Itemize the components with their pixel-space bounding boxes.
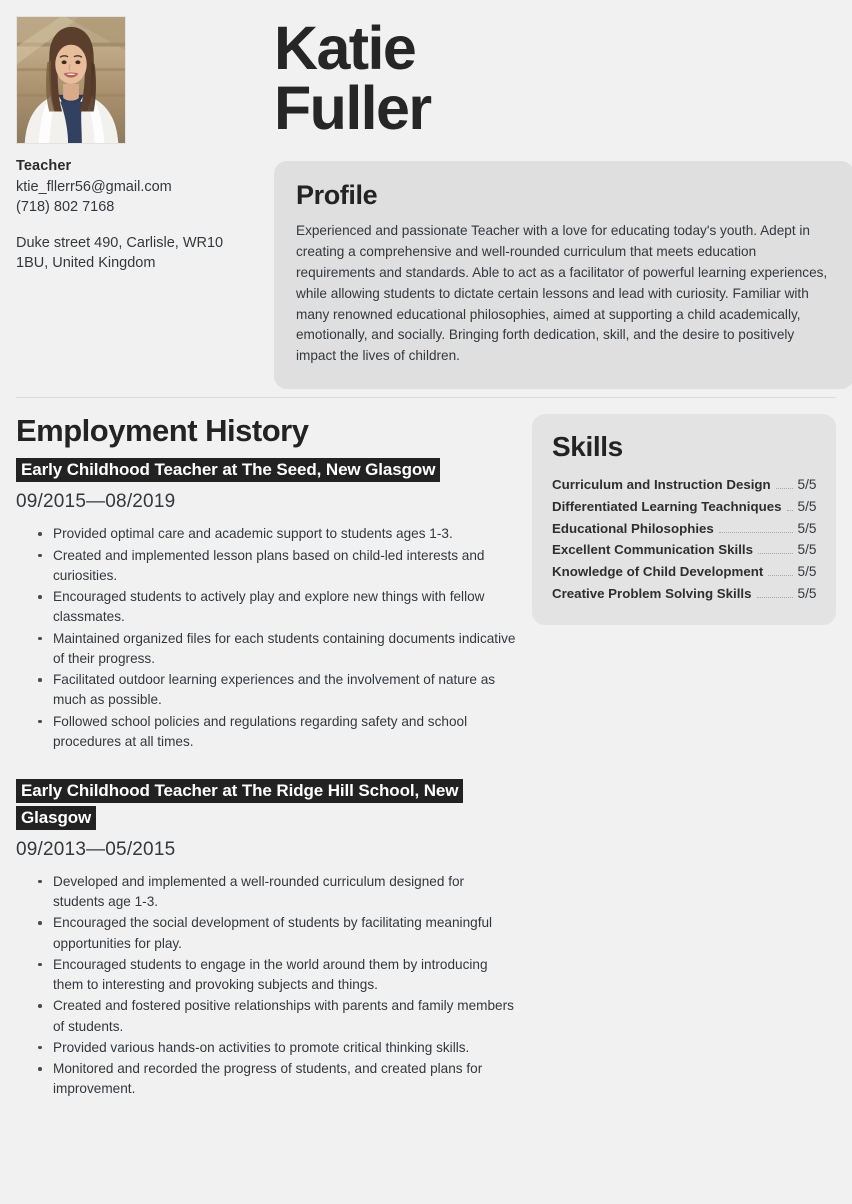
header-left-column	[16, 16, 256, 274]
employment-history-heading: Employment History	[16, 413, 309, 449]
resume-body	[0, 414, 852, 1106]
job-bullet: Encouraged students to engage in the world around them by introducing them to interesting and provoking subjects and things.	[37, 955, 516, 996]
skill-rating: 5/5	[797, 542, 817, 558]
skill-row	[552, 583, 816, 605]
skill-dot-leader	[757, 597, 793, 598]
skill-row	[552, 496, 816, 518]
skill-dot-leader	[758, 553, 793, 554]
skill-rating: 5/5	[797, 564, 817, 580]
skill-dot-leader	[719, 532, 793, 533]
job-bullet: Encouraged the social development of students by facilitating meaningful opportunities for play.	[37, 913, 516, 954]
profile-photo	[16, 16, 126, 144]
skill-name: Excellent Communication Skills	[552, 542, 753, 558]
job-bullet: Provided optimal care and academic support to students ages 1-3.	[37, 524, 516, 544]
address-text: Duke street 490, Carlisle, WR10 1BU, United Kingdom	[16, 234, 224, 272]
job-bullet: Facilitated outdoor learning experiences and the involvement of nature as much as possible.	[37, 670, 516, 711]
profile-summary-text: Experienced and passionate Teacher with a love for educating today's youth. Adept in creating a comprehensive and well-rounded curriculum that meets education requirements and standards. Able to act as a facilitator of powerful learning experiences, while allowing students to dictate certain lessons and lead with curiosity. Familiar with many renowned educational philosophies, aimed at supporting a child academically, emotionally, and socially. Bringing forth dedication, skill, and the desire to positively impact the lives of children.	[296, 223, 828, 364]
job-bullet-list	[16, 872, 516, 1100]
job-bullet: Provided various hands-on activities to promote critical thinking skills.	[37, 1038, 516, 1058]
contact-spacer	[16, 218, 256, 233]
skill-rating: 5/5	[797, 586, 817, 602]
skill-row	[552, 474, 816, 496]
phone-text: (718) 802 7168	[16, 199, 115, 216]
profile-photo-image	[17, 17, 125, 143]
skill-rating: 5/5	[797, 476, 817, 492]
skill-row	[552, 561, 816, 583]
first-name: Katie	[274, 14, 416, 82]
job-bullet: Created and implemented lesson plans based on child-led interests and curiosities.	[37, 546, 516, 587]
job-bullet-list	[16, 524, 516, 752]
skill-rating: 5/5	[797, 520, 817, 536]
section-divider	[16, 397, 836, 398]
job-entry	[16, 457, 516, 752]
job-dates: 09/2015—08/2019	[16, 491, 176, 513]
job-entry	[16, 778, 516, 1099]
last-name: Fuller	[274, 74, 431, 143]
skill-name: Differentiated Learning Teachniques	[552, 498, 782, 514]
job-dates: 09/2013—05/2015	[16, 838, 176, 860]
email-text: ktie_fllerr56@gmail.com	[16, 178, 172, 195]
header-right-column	[256, 16, 852, 389]
skills-card	[532, 414, 836, 625]
profile-heading: Profile	[296, 179, 378, 210]
job-list	[16, 457, 516, 1099]
employment-column	[16, 414, 516, 1106]
job-bullet: Encouraged students to actively play and explore new things with fellow classmates.	[37, 587, 516, 628]
page-title	[274, 14, 852, 143]
resume-header	[0, 0, 852, 389]
job-bullet: Followed school policies and regulations regarding safety and school procedures at all times.	[37, 712, 516, 753]
skill-name: Educational Philosophies	[552, 520, 714, 536]
skill-row	[552, 518, 816, 540]
skill-rating: 5/5	[797, 498, 817, 514]
skill-dot-leader	[768, 575, 792, 576]
job-bullet: Monitored and recorded the progress of students, and created plans for improvement.	[37, 1059, 516, 1100]
job-bullet: Maintained organized files for each students containing documents indicative of their progress.	[37, 629, 516, 670]
skill-name: Knowledge of Child Development	[552, 564, 764, 580]
skill-row	[552, 539, 816, 561]
job-bullet: Developed and implemented a well-rounded curriculum designed for students age 1-3.	[37, 872, 516, 913]
skill-name: Curriculum and Instruction Design	[552, 476, 771, 492]
skill-dot-leader	[776, 488, 793, 489]
skills-list	[552, 474, 816, 605]
contact-block	[16, 156, 256, 274]
job-bullet: Created and fostered positive relationships with parents and family members of students.	[37, 996, 516, 1037]
job-title-highlight: Early Childhood Teacher at The Ridge Hill School, New Glasgow	[16, 779, 463, 830]
skill-dot-leader	[787, 510, 793, 511]
job-title-highlight: Early Childhood Teacher at The Seed, New Glasgow	[16, 458, 440, 482]
skills-column	[516, 414, 836, 625]
skill-name: Creative Problem Solving Skills	[552, 586, 752, 602]
job-title	[16, 457, 486, 484]
job-title	[16, 778, 486, 832]
profile-card	[274, 161, 852, 389]
job-role-label: Teacher	[16, 158, 72, 174]
skills-heading: Skills	[552, 431, 623, 463]
